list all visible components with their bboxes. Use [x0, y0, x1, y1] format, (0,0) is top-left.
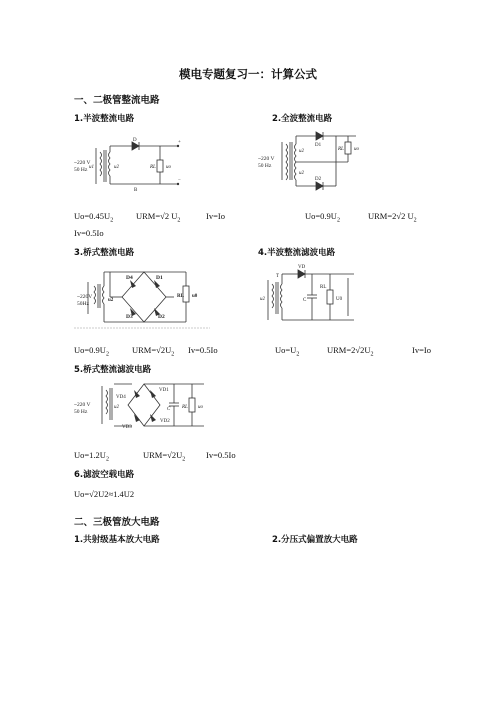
full-wave-d2-label: D2	[315, 177, 322, 182]
half-wave-minus-label: −	[178, 178, 181, 183]
formula-half-filter-iv: Iv=Io	[412, 345, 431, 355]
half-wave-rl-label: RL	[150, 165, 156, 170]
half-filter-circuit-diagram	[258, 265, 358, 330]
formula-half-wave-urm: URM=√2 $U_2$	[136, 211, 181, 224]
bridge-src-freq: 50Hz	[77, 301, 89, 307]
bridge-filter-circuit-diagram	[74, 378, 214, 434]
formula-bridge-filter-uo: $Uo=1.2U_2$	[74, 450, 109, 463]
half-wave-diode-label: D	[133, 138, 137, 143]
bridge-filter-vd1-label: VD1	[159, 388, 169, 393]
full-wave-u2a-label: u2	[299, 149, 304, 154]
heading-full-wave: 2.全波整流电路	[272, 114, 333, 124]
half-wave-u1-label: u1	[89, 165, 94, 170]
heading-bridge: 3.桥式整流电路	[74, 248, 135, 258]
page-title: 模电专题复习一：计算公式	[179, 67, 317, 81]
bridge-circuit-diagram	[74, 264, 214, 332]
heading-half-filter: 4.半波整流滤波电路	[258, 248, 336, 258]
heading-divider-amp: 2.分压式偏置放大电路	[272, 535, 358, 545]
full-wave-uo-label: uo	[354, 147, 359, 152]
formula-half-wave-uo: $Uo=0.45U_2$	[74, 211, 114, 224]
bridge-d2-label: D2	[158, 314, 165, 320]
formula-no-load-uo: Uo=√2U2≈1.4U2	[74, 489, 135, 499]
full-wave-src-voltage: ~220 V	[258, 156, 275, 162]
half-wave-uo-label: uo	[166, 165, 171, 170]
heading-half-wave: 1.半波整流电路	[74, 114, 135, 124]
bridge-filter-vd4-label: VD4	[116, 395, 126, 400]
formula-bridge-iv: Iv=0.5Io	[188, 345, 218, 355]
heading-bridge-filter: 5.桥式整流滤波电路	[74, 365, 152, 375]
formula-half-filter-uo: $Uo=U_2$	[275, 345, 300, 358]
bridge-filter-vd3-label: VD3	[122, 425, 132, 430]
formula-half-wave-iv: Iv=Io	[206, 211, 225, 221]
bridge-filter-vd2-label: VD2	[160, 419, 170, 424]
bridge-d3-label: D3	[126, 314, 133, 320]
formula-bridge-filter-iv: Iv=0.5Io	[206, 450, 236, 460]
bridge-uo-label: u0	[192, 294, 198, 299]
formula-full-wave-uo: $Uo=0.9U_2$	[305, 211, 340, 224]
half-filter-c-label: C	[303, 298, 307, 303]
half-wave-src-voltage: ~220 V	[74, 160, 91, 166]
full-wave-u2b-label: u2	[299, 171, 304, 176]
bridge-filter-rl-label: RL	[182, 405, 188, 410]
bridge-filter-c-label: C	[167, 407, 171, 412]
formula-bridge-urm: $URM=√2U_2$	[132, 345, 175, 358]
half-wave-plus-label: +	[178, 140, 181, 145]
section-heading-diode: 一、二极管整流电路	[74, 95, 160, 106]
full-wave-d1-label: D1	[315, 143, 322, 148]
bridge-filter-uo-label: uo	[198, 405, 203, 410]
full-wave-src-freq: 50 Hz	[258, 163, 272, 169]
formula-full-wave-urm: URM=2√2 $U_2$	[368, 211, 417, 224]
half-wave-b-label: B	[134, 188, 138, 193]
bridge-u2-label: u2	[108, 298, 114, 303]
half-filter-u2-label: u2	[260, 297, 265, 302]
formula-bridge-filter-urm: $URM=√2U_2$	[143, 450, 186, 463]
formula-full-wave-iv: Iv=0.5Io	[74, 228, 104, 238]
half-filter-rl-label: RL	[320, 285, 327, 290]
full-wave-circuit-diagram	[258, 130, 370, 192]
bridge-d4-label: D4	[126, 275, 133, 281]
half-filter-uo-label: U0	[336, 297, 343, 302]
heading-no-load: 6.滤波空载电路	[74, 470, 135, 480]
half-filter-t-label: T	[276, 274, 280, 279]
full-wave-rl-label: RL	[338, 147, 344, 152]
half-wave-u2-label: u2	[114, 165, 119, 170]
bridge-d1-label: D1	[156, 275, 163, 281]
bridge-filter-src-voltage: ~220 V	[74, 402, 91, 408]
half-filter-vd-label: VD	[298, 265, 306, 270]
bridge-rl-label: RL	[177, 294, 184, 299]
bridge-src-voltage: ~220V	[77, 294, 93, 300]
bridge-filter-src-freq: 50 Hz	[74, 409, 88, 415]
heading-ce-amp: 1.共射级基本放大电路	[74, 535, 160, 545]
formula-bridge-uo: $Uo=0.9U_2$	[74, 345, 109, 358]
half-wave-circuit-diagram	[74, 138, 190, 194]
formula-half-filter-urm: $URM=2√2U_2$	[327, 345, 374, 358]
bridge-filter-u2-label: u2	[114, 405, 119, 410]
half-wave-src-freq: 50 Hz	[74, 167, 88, 173]
section-heading-transistor: 二、三极管放大电路	[74, 517, 160, 528]
